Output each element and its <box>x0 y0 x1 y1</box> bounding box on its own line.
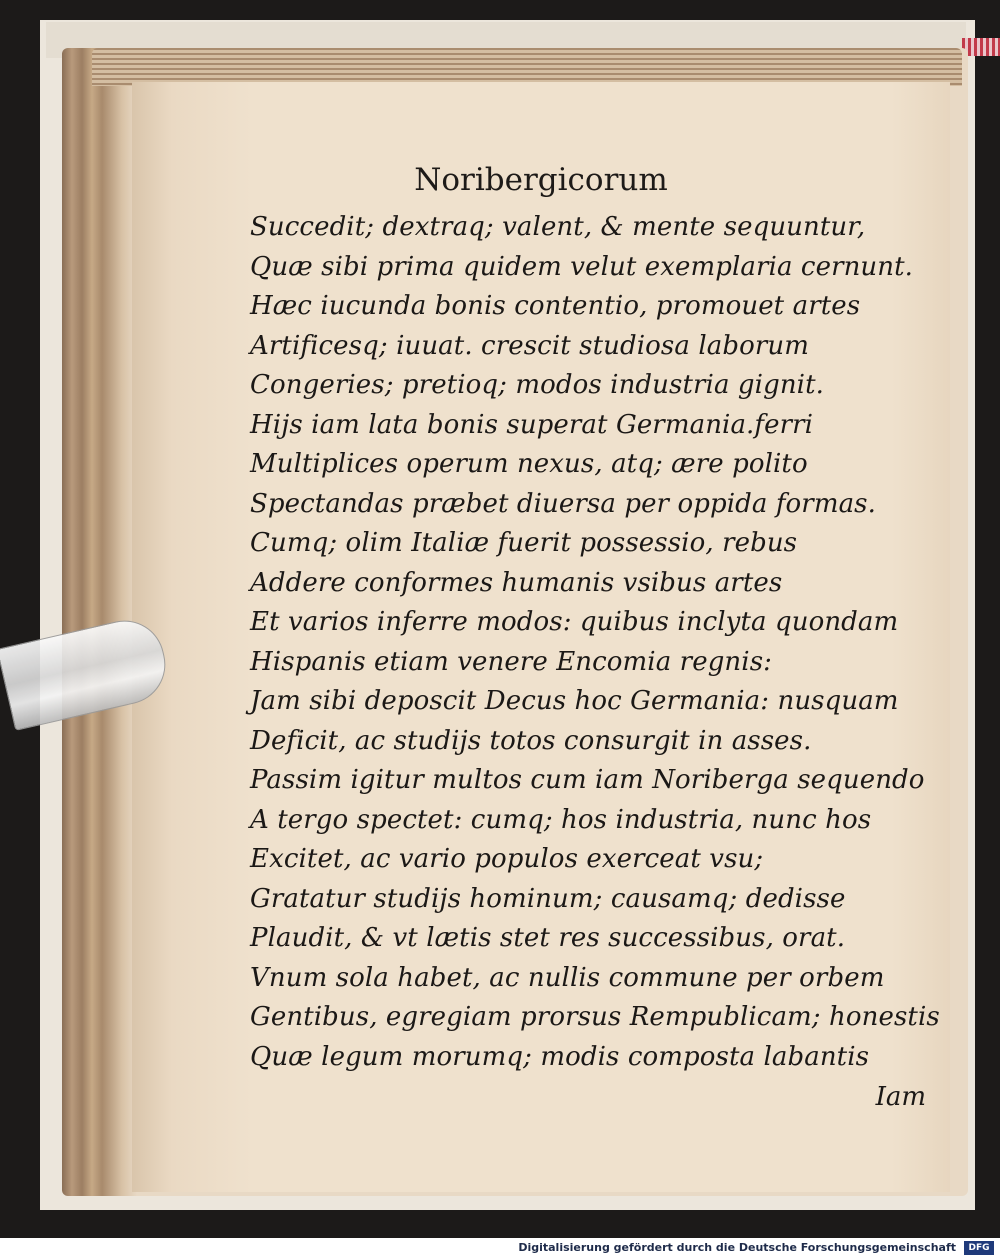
catchword: Iam <box>875 1082 926 1112</box>
verse-line: Plaudit, & vt lætis stet res successibus, orat. <box>250 923 846 953</box>
verse-line: Spectandas præbet diuersa per oppida formas. <box>250 488 876 519</box>
footer-credit: Digitalisierung gefördert durch die Deutsche Forschungsgemeinschaft <box>518 1241 956 1254</box>
verse-line: Succedit; dextraq; valent, & mente sequuntur, <box>250 212 866 242</box>
verse-line: Excitet, ac vario populos exerceat vsu; <box>250 844 764 874</box>
verse-line: Deficit, ac studijs totos consurgit in asses. <box>250 725 812 756</box>
page-top-edge <box>92 48 962 86</box>
page-title: Noribergicorum <box>414 162 668 198</box>
verse-line: Quæ legum morumq; modis composta labantis <box>250 1041 870 1072</box>
verse-line: Hæc iucunda bonis contentio, promouet artes <box>250 291 861 321</box>
verse-line: Et varios inferre modos: quibus inclyta quondam <box>250 607 899 637</box>
verse-line: Congeries; pretioq; modos industria gignit. <box>250 370 825 400</box>
dfg-logo-icon: DFG <box>964 1241 994 1255</box>
verse-line: Hijs iam lata bonis superat Germania.ferri <box>250 409 814 440</box>
verse-line: Jam sibi deposcit Decus hoc Germania: nusquam <box>250 686 899 716</box>
verse-line: Hispanis etiam venere Encomia regnis: <box>250 646 772 677</box>
verse-line: Cumq; olim Italiæ fuerit possessio, rebus <box>250 528 798 558</box>
verse-line: Gratatur studijs hominum; causamq; dedisse <box>250 883 846 914</box>
verse-line: Quæ sibi prima quidem velut exemplaria cernunt. <box>250 251 914 282</box>
verse-block <box>250 212 950 1081</box>
book-page <box>132 82 950 1192</box>
verse-line: Gentibus, egregiam prorsus Rempublicam; honestis <box>250 1002 940 1032</box>
verse-line: Passim igitur multos cum iam Noriberga sequendo <box>250 765 925 795</box>
verse-line: A tergo spectet: cumq; hos industria, nunc hos <box>250 804 872 835</box>
verse-line: Vnum sola habet, ac nullis commune per orbem <box>250 962 885 993</box>
verse-line: Artificesq; iuuat. crescit studiosa laborum <box>250 330 809 361</box>
verse-line: Addere conformes humanis vsibus artes <box>250 567 783 598</box>
verse-line: Multiplices operum nexus, atq; ære polito <box>250 449 808 479</box>
footer-bar <box>0 1238 1000 1258</box>
